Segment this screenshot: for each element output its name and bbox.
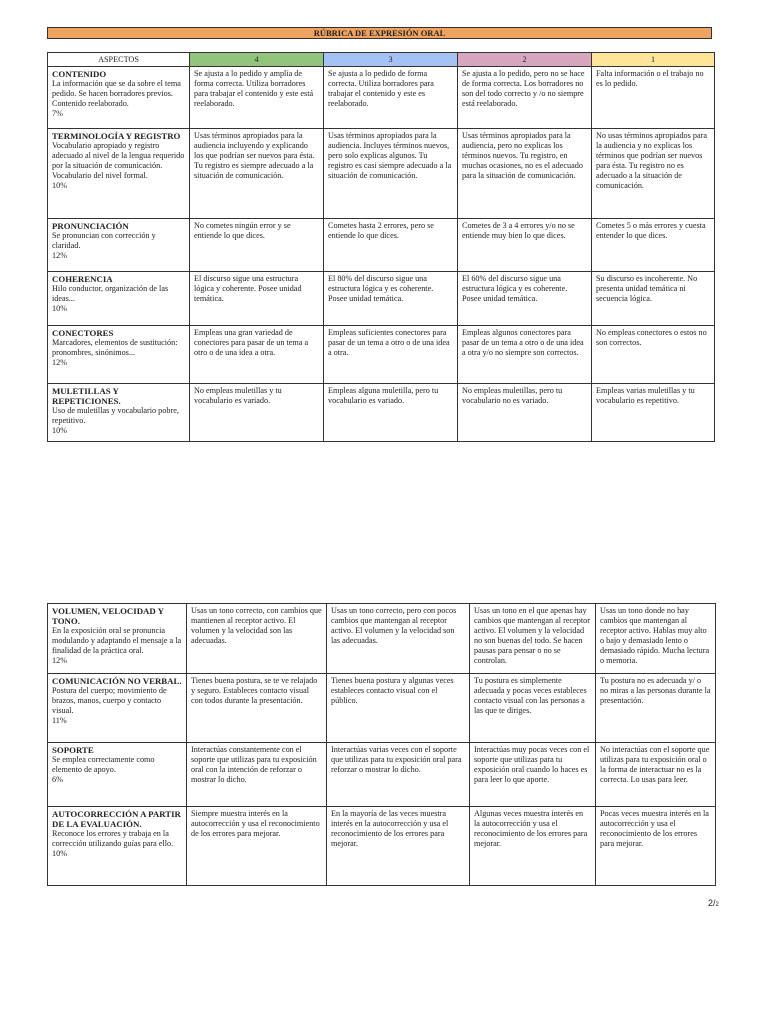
aspect-cell (48, 129, 190, 219)
aspect-cell (48, 807, 187, 886)
criteria-cell-score-4: Tienes buena postura, se te ve relajado y seguro. Estableces contacto visual con todos durante la presentación. (187, 674, 327, 743)
aspect-title: PRONUNCIACIÓN (52, 221, 129, 231)
criteria-cell-score-2: No empleas muletillas, pero tu vocabulario no es variado. (458, 384, 592, 442)
criteria-cell-score-2: Cometes de 3 a 4 errores y/o no se entiende muy bien lo que dices. (458, 219, 592, 272)
aspect-title: AUTOCORRECCIÓN A PARTIR DE LA EVALUACIÓN. (52, 809, 181, 829)
criteria-cell-score-4: El discurso sigue una estructura lógica y coherente. Posee unidad temática. (190, 272, 324, 326)
rubric-row (48, 326, 715, 384)
score-header-1: 1 (592, 53, 715, 67)
aspect-title: COMUNICACIÓN NO VERBAL. (52, 676, 182, 686)
aspect-title: MULETILLAS Y REPETICIONES. (52, 386, 121, 406)
rubric-row (48, 129, 715, 219)
aspect-weight: 6% (52, 775, 63, 784)
criteria-cell-score-3: Cometes hasta 2 errores, pero se entiende lo que dices. (324, 219, 458, 272)
criteria-cell-score-2: El 60% del discurso sigue una estructura lógica y es coherente. Posee unidad temática. (458, 272, 592, 326)
rubric-row (48, 272, 715, 326)
aspect-description: Postura del cuerpo; movimiento de brazos, manos, cuerpo y contacto visual. (52, 686, 167, 715)
criteria-cell-score-4: Usas un tono correcto, con cambios que mantienen al receptor activo. El volumen y la velocidad son las adecuadas. (187, 604, 327, 674)
rubric-row (48, 384, 715, 442)
criteria-cell-score-1: Usas un tono donde no hay cambios que mantengan al receptor activo. Hablas muy alto o bajo y demasiado lento o demasiado rápido. Mucha lectura o memoria. (596, 604, 716, 674)
rubric-table-1 (47, 52, 715, 442)
aspect-weight: 10% (52, 181, 68, 190)
aspect-title: CONTENIDO (52, 69, 107, 79)
criteria-cell-score-1: No empleas conectores o estos no son correctos. (592, 326, 715, 384)
criteria-cell-score-3: Se ajusta a lo pedido de forma correcta. Utiliza borradores para trabajar el contenido y este es reelaborado. (324, 67, 458, 129)
criteria-cell-score-4: Siempre muestra interés en la autocorrección y usa el reconocimiento de los errores para mejorar. (187, 807, 327, 886)
criteria-cell-score-3: Interactúas varias veces con el soporte que utilizas para tu exposición oral para reforzar o mostrar lo dicho. (327, 743, 470, 807)
aspect-title: TERMINOLOGÍA Y REGISTRO (52, 131, 181, 141)
aspect-description: Hilo conductor, organización de las ideas... (52, 284, 169, 303)
aspect-weight: 7% (52, 109, 63, 118)
criteria-cell-score-4: No empleas muletillas y tu vocabulario es variado. (190, 384, 324, 442)
aspect-cell (48, 272, 190, 326)
criteria-cell-score-2: Algunas veces muestra interés en la autocorrección y usa el reconocimiento de los errores para mejorar. (470, 807, 596, 886)
criteria-cell-score-3: Empleas suficientes conectores para pasar de un tema a otro o de una idea a otra. (324, 326, 458, 384)
aspect-weight: 12% (52, 251, 68, 260)
aspect-cell (48, 67, 190, 129)
criteria-cell-score-3: En la mayoría de las veces muestra interés en la autocorrección y usa el reconocimiento de los errores para mejorar. (327, 807, 470, 886)
aspect-weight: 12% (52, 358, 68, 367)
criteria-cell-score-1: No usas términos apropiados para la audiencia y no explicas los términos que podrían ser nuevos para ésta. Tu registro no es adecuado a la situación de comunicación. (592, 129, 715, 219)
aspect-weight: 10% (52, 304, 68, 313)
criteria-cell-score-4: Se ajusta a lo pedido y amplía de forma correcta. Utiliza borradores para trabajar el contenido y este está reelaborado. (190, 67, 324, 129)
rubric-row (48, 674, 716, 743)
rubric-title: RÚBRICA DE EXPRESIÓN ORAL (47, 27, 712, 39)
criteria-cell-score-2: Se ajusta a lo pedido, pero no se hace de forma correcta. Los borradores no son del todo correcto y /o no siempre está reelaborado. (458, 67, 592, 129)
criteria-cell-score-4: Usas términos apropiados para la audiencia incluyendo y explicando los que podrían ser nuevos para ésta. Tu registro es siempre adecuado a la situación de comunicación. (190, 129, 324, 219)
rubric-row (48, 604, 716, 674)
criteria-cell-score-1: Cometes 5 o más errores y cuesta entender lo que dices. (592, 219, 715, 272)
aspect-cell (48, 326, 190, 384)
criteria-cell-score-1: Pocas veces muestra interés en la autocorrección y usa el reconocimiento de los errores para mejorar. (596, 807, 716, 886)
criteria-cell-score-2: Usas términos apropiados para la audiencia, pero no explicas los términos nuevos. Tu registro, en muchas ocasiones, no es el adecuado para la situación de comunicación. (458, 129, 592, 219)
aspect-description: Reconoce los errores y trabaja en la corrección utilizando guías para ello. (52, 829, 174, 848)
criteria-cell-score-1: Tu postura no es adecuada y/ o no miras a las personas durante la presentación. (596, 674, 716, 743)
criteria-cell-score-4: No cometes ningún error y se entiende lo que dices. (190, 219, 324, 272)
aspect-description: Marcadores, elementos de sustitución: pronombres, sinónimos... (52, 338, 178, 357)
aspect-cell (48, 219, 190, 272)
criteria-cell-score-2: Empleas algunos conectores para pasar de un tema a otro o de una idea a otra y/o no siempre son correctos. (458, 326, 592, 384)
aspect-description: Vocabulario apropiado y registro adecuado al nivel de la lengua requerido por la situación de comunicación. Vocabulario del nivel formal. (52, 141, 185, 180)
criteria-cell-score-3: Empleas alguna muletilla, pero tu vocabulario es variado. (324, 384, 458, 442)
criteria-cell-score-2: Usas un tono en el que apenas hay cambios que mantengan al receptor activo. El volumen y la velocidad no son buenas del todo. Se hacen pausas para pensar o no se controlan. (470, 604, 596, 674)
aspect-description: Uso de muletillas y vocabulario pobre, repetitivo. (52, 406, 179, 425)
aspect-weight: 11% (52, 716, 67, 725)
criteria-cell-score-4: Interactúas constantemente con el soporte que utilizas para tu exposición oral con la intención de reforzar o mostrar lo dicho. (187, 743, 327, 807)
aspect-weight: 10% (52, 849, 68, 858)
criteria-cell-score-3: El 80% del discurso sigue una estructura lógica y es coherente. Posee unidad temática. (324, 272, 458, 326)
aspect-title: SOPORTE (52, 745, 94, 755)
score-header-4: 4 (190, 53, 324, 67)
criteria-cell-score-3: Tienes buena postura y algunas veces estableces contacto visual con el público. (327, 674, 470, 743)
criteria-cell-score-3: Usas un tono correcto, pero con pocos cambios que mantengan al receptor activo. El volumen y la velocidad son las adecuadas. (327, 604, 470, 674)
aspect-weight: 10% (52, 426, 68, 435)
rubric-row (48, 219, 715, 272)
aspect-cell (48, 384, 190, 442)
criteria-cell-score-3: Usas términos apropiados para la audiencia. Incluyes términos nuevos, pero solo explicas algunos. Tu registro es casi siempre adecuado a la situación de comunicación. (324, 129, 458, 219)
rubric-row (48, 743, 716, 807)
aspect-description: Se pronuncian con corrección y claridad. (52, 231, 156, 250)
criteria-cell-score-1: No interactúas con el soporte que utilizas para tu exposición oral o la forma de interactuar no es la correcta. Lo usas para leer. (596, 743, 716, 807)
page-total: 2 (715, 902, 719, 908)
criteria-cell-score-1: Falta información o el trabajo no es lo pedido. (592, 67, 715, 129)
aspect-title: COHERENCIA (52, 274, 113, 284)
page-current: 2 (708, 898, 714, 908)
aspect-cell (48, 674, 187, 743)
header-row (48, 53, 715, 67)
rubric-table-2 (47, 603, 716, 886)
rubric-row (48, 67, 715, 129)
aspect-title: VOLUMEN, VELOCIDAD Y TONO. (52, 606, 164, 626)
aspect-cell (48, 604, 187, 674)
score-header-3: 3 (324, 53, 458, 67)
aspect-description: La información que se da sobre el tema pedido. Se hacen borradores previos. Contenido reelaborado. (52, 79, 181, 108)
aspect-description: En la exposición oral se pronuncia modulando y adaptando el mensaje a la finalidad de la práctica oral. (52, 626, 182, 655)
aspect-title: CONECTORES (52, 328, 114, 338)
criteria-cell-score-1: Su discurso es incoherente. No presenta unidad temática ni secuencia lógica. (592, 272, 715, 326)
criteria-cell-score-4: Empleas una gran variedad de conectores para pasar de un tema a otro o de una idea a otra. (190, 326, 324, 384)
criteria-cell-score-2: Interactúas muy pocas veces con el soporte que utilizas para tu exposición oral cuando lo haces es para leer lo que aporte. (470, 743, 596, 807)
criteria-cell-score-1: Empleas varias muletillas y tu vocabulario es repetitivo. (592, 384, 715, 442)
aspect-description: Se emplea correctamente como elemento de apoyo. (52, 755, 155, 774)
aspect-weight: 12% (52, 656, 68, 665)
page-number: 2/2 (708, 898, 719, 908)
criteria-cell-score-2: Tu postura es simplemente adecuada y pocas veces estableces contacto visual con las personas a las que te diriges. (470, 674, 596, 743)
aspects-header: ASPECTOS (48, 53, 190, 67)
aspect-cell (48, 743, 187, 807)
rubric-row (48, 807, 716, 886)
score-header-2: 2 (458, 53, 592, 67)
